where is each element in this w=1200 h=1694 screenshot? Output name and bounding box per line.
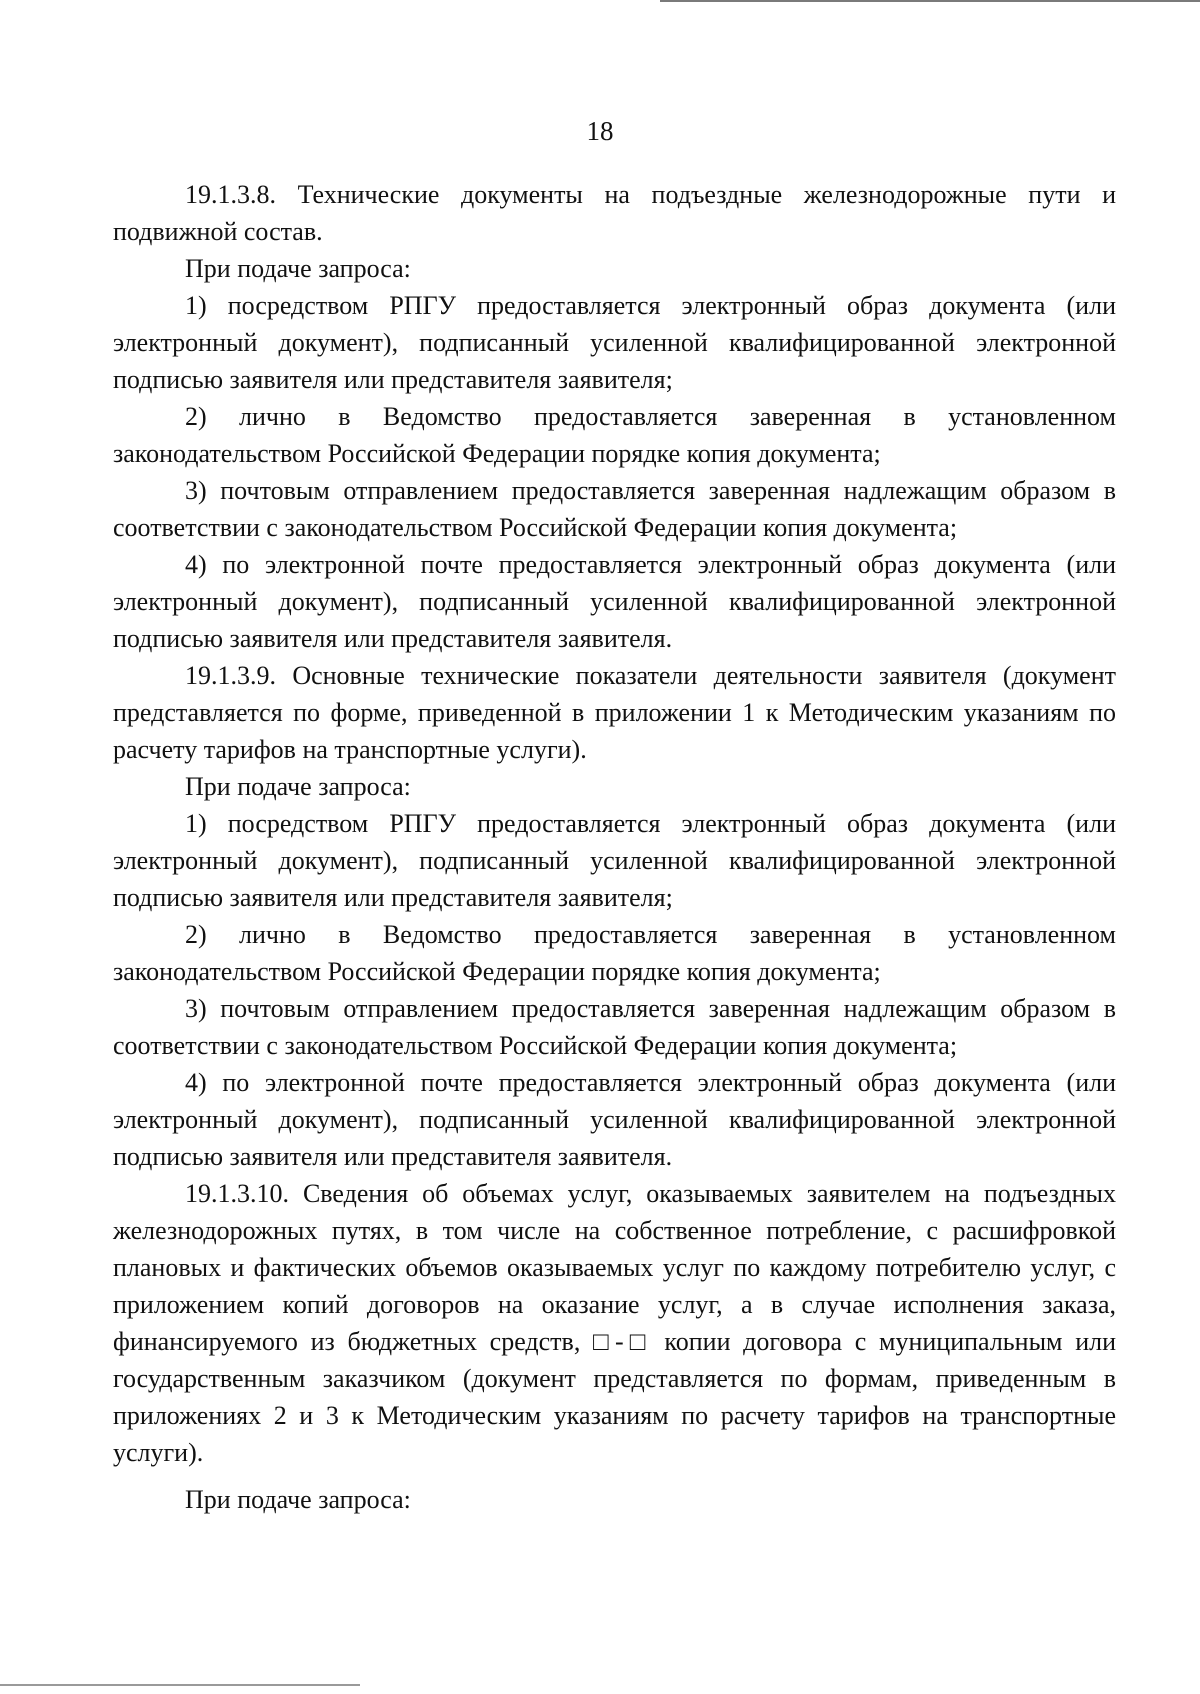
paragraph-request-intro: При подаче запроса: [185,1485,411,1514]
paragraph-request-intro: При подаче запроса: [185,254,411,283]
list-item: 2) лично в Ведомство предоставляется заверенная в установленном законодательством Российской Федерации порядке копия документа; [113,402,1116,468]
list-item: 1) посредством РПГУ предоставляется электронный образ документа (или электронный документ), подписанный усиленной квалифицированной электронной подписью заявителя или представителя заявителя; [113,291,1116,394]
paragraph-19-1-3-8-heading: 19.1.3.8. Технические документы на подъездные железнодорожные пути и подвижной состав. [113,180,1116,246]
paragraph-19-1-3-10-heading: 19.1.3.10. Сведения об объемах услуг, оказываемых заявителем на подъездных железнодорожных путях, в том числе на собственное потребление, с расшифровкой плановых и фактических объемов оказываемых услуг по каждому потребителю услуг, с приложением копий договоров на оказание услуг, а в случае исполнения заказа, финансируемого из бюджетных средств, □-□ копии договора с муниципальным или государственным заказчиком (документ представляется по формам, приведенным в приложениях 2 и 3 к Методическим указаниям по расчету тарифов на транспортные услуги). [113,1179,1116,1467]
paragraph-request-intro: При подаче запроса: [185,772,411,801]
list-item: 1) посредством РПГУ предоставляется электронный образ документа (или электронный документ), подписанный усиленной квалифицированной электронной подписью заявителя или представителя заявителя; [113,809,1116,912]
page-number: 18 [586,116,614,146]
list-item: 2) лично в Ведомство предоставляется заверенная в установленном законодательством Российской Федерации порядке копия документа; [113,920,1116,986]
list-item: 4) по электронной почте предоставляется электронный образ документа (или электронный документ), подписанный усиленной квалифицированной электронной подписью заявителя или представителя заявителя. [113,550,1116,653]
list-item: 3) почтовым отправлением предоставляется заверенная надлежащим образом в соответствии с законодательством Российской Федерации копия документа; [113,476,1116,542]
scan-edge-bottom [0,1684,360,1686]
document-body [113,176,1116,1518]
paragraph-19-1-3-9-heading: 19.1.3.9. Основные технические показатели деятельности заявителя (документ представляется по форме, приведенной в приложении 1 к Методическим указаниям по расчету тарифов на транспортные услуги). [113,661,1116,764]
scan-edge-top [660,0,1200,2]
list-item: 3) почтовым отправлением предоставляется заверенная надлежащим образом в соответствии с законодательством Российской Федерации копия документа; [113,994,1116,1060]
list-item: 4) по электронной почте предоставляется электронный образ документа (или электронный документ), подписанный усиленной квалифицированной электронной подписью заявителя или представителя заявителя. [113,1068,1116,1171]
